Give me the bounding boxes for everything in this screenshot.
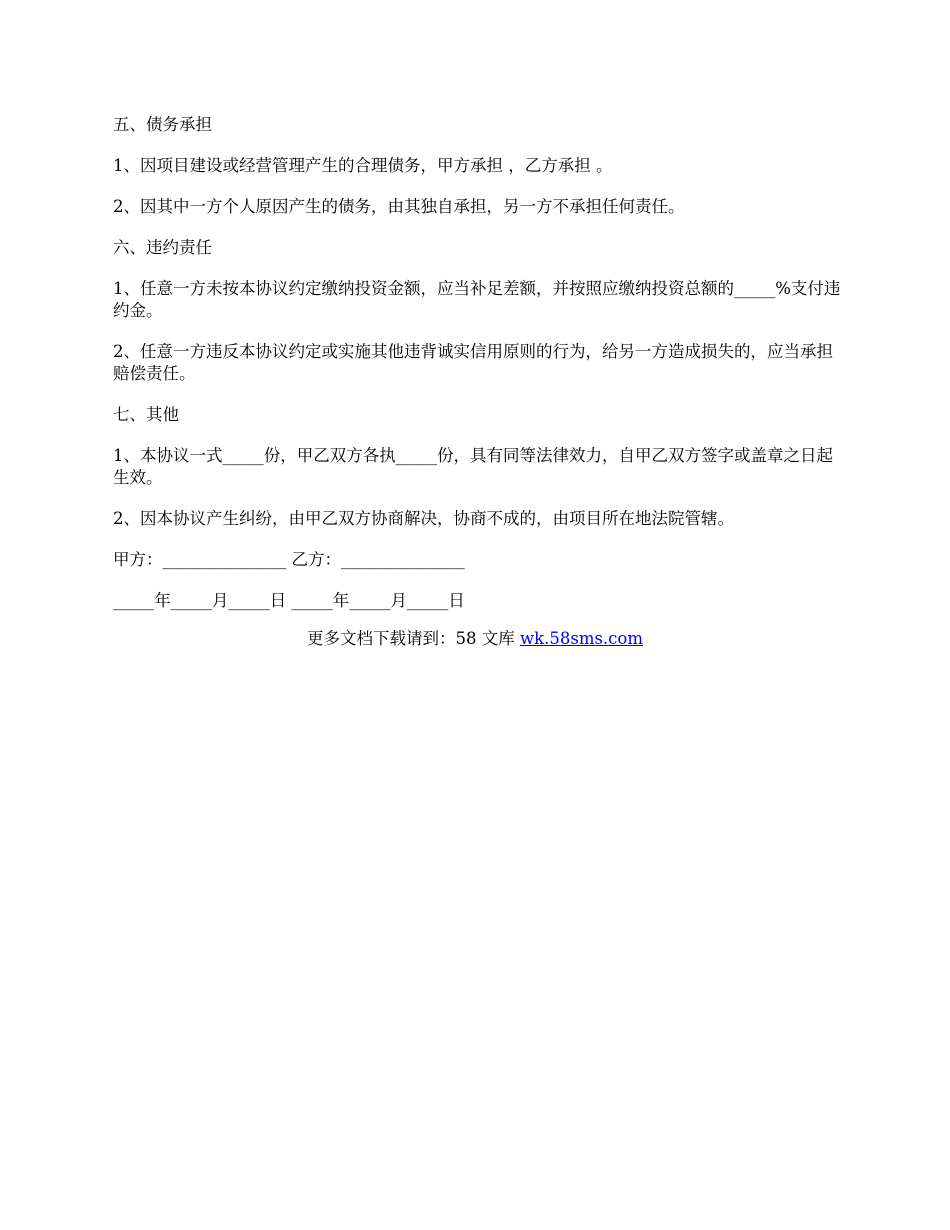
- section-heading-other: 七、其他: [113, 405, 179, 424]
- clause-liability-2: 2、任意一方违反本协议约定或实施其他违背诚实信用原则的行为，给另一方造成损失的，应当承担赔偿责任。: [113, 342, 833, 383]
- download-footer: [0, 628, 950, 650]
- document-body: [113, 114, 845, 631]
- clause-other-2: 2、因本协议产生纠纷，由甲乙双方协商解决，协商不成的，由项目所在地法院管辖。: [113, 509, 734, 528]
- clause-other-1: 1、本协议一式_____份，甲乙双方各执_____份，具有同等法律效力，自甲乙双方签字或盖章之日起生效。: [113, 446, 833, 487]
- clause-liability-1: 1、任意一方未按本协议约定缴纳投资金额，应当补足差额，并按照应缴纳投资总额的_____%支付违约金。: [113, 279, 841, 320]
- section-heading-liability: 六、违约责任: [113, 238, 212, 257]
- footer-text: 更多文档下载请到：58 文库: [306, 629, 520, 648]
- section-heading-debt: 五、债务承担: [113, 115, 212, 134]
- signature-line: 甲方：_______________ 乙方：_______________: [113, 550, 465, 569]
- date-line: _____年_____月_____日 _____年_____月_____日: [113, 591, 465, 610]
- clause-debt-2: 2、因其中一方个人原因产生的债务，由其独自承担，另一方不承担任何责任。: [113, 197, 685, 216]
- clause-debt-1: 1、因项目建设或经营管理产生的合理债务，甲方承担 ，乙方承担 。: [113, 156, 613, 175]
- footer-link[interactable]: wk.58sms.com: [519, 629, 643, 648]
